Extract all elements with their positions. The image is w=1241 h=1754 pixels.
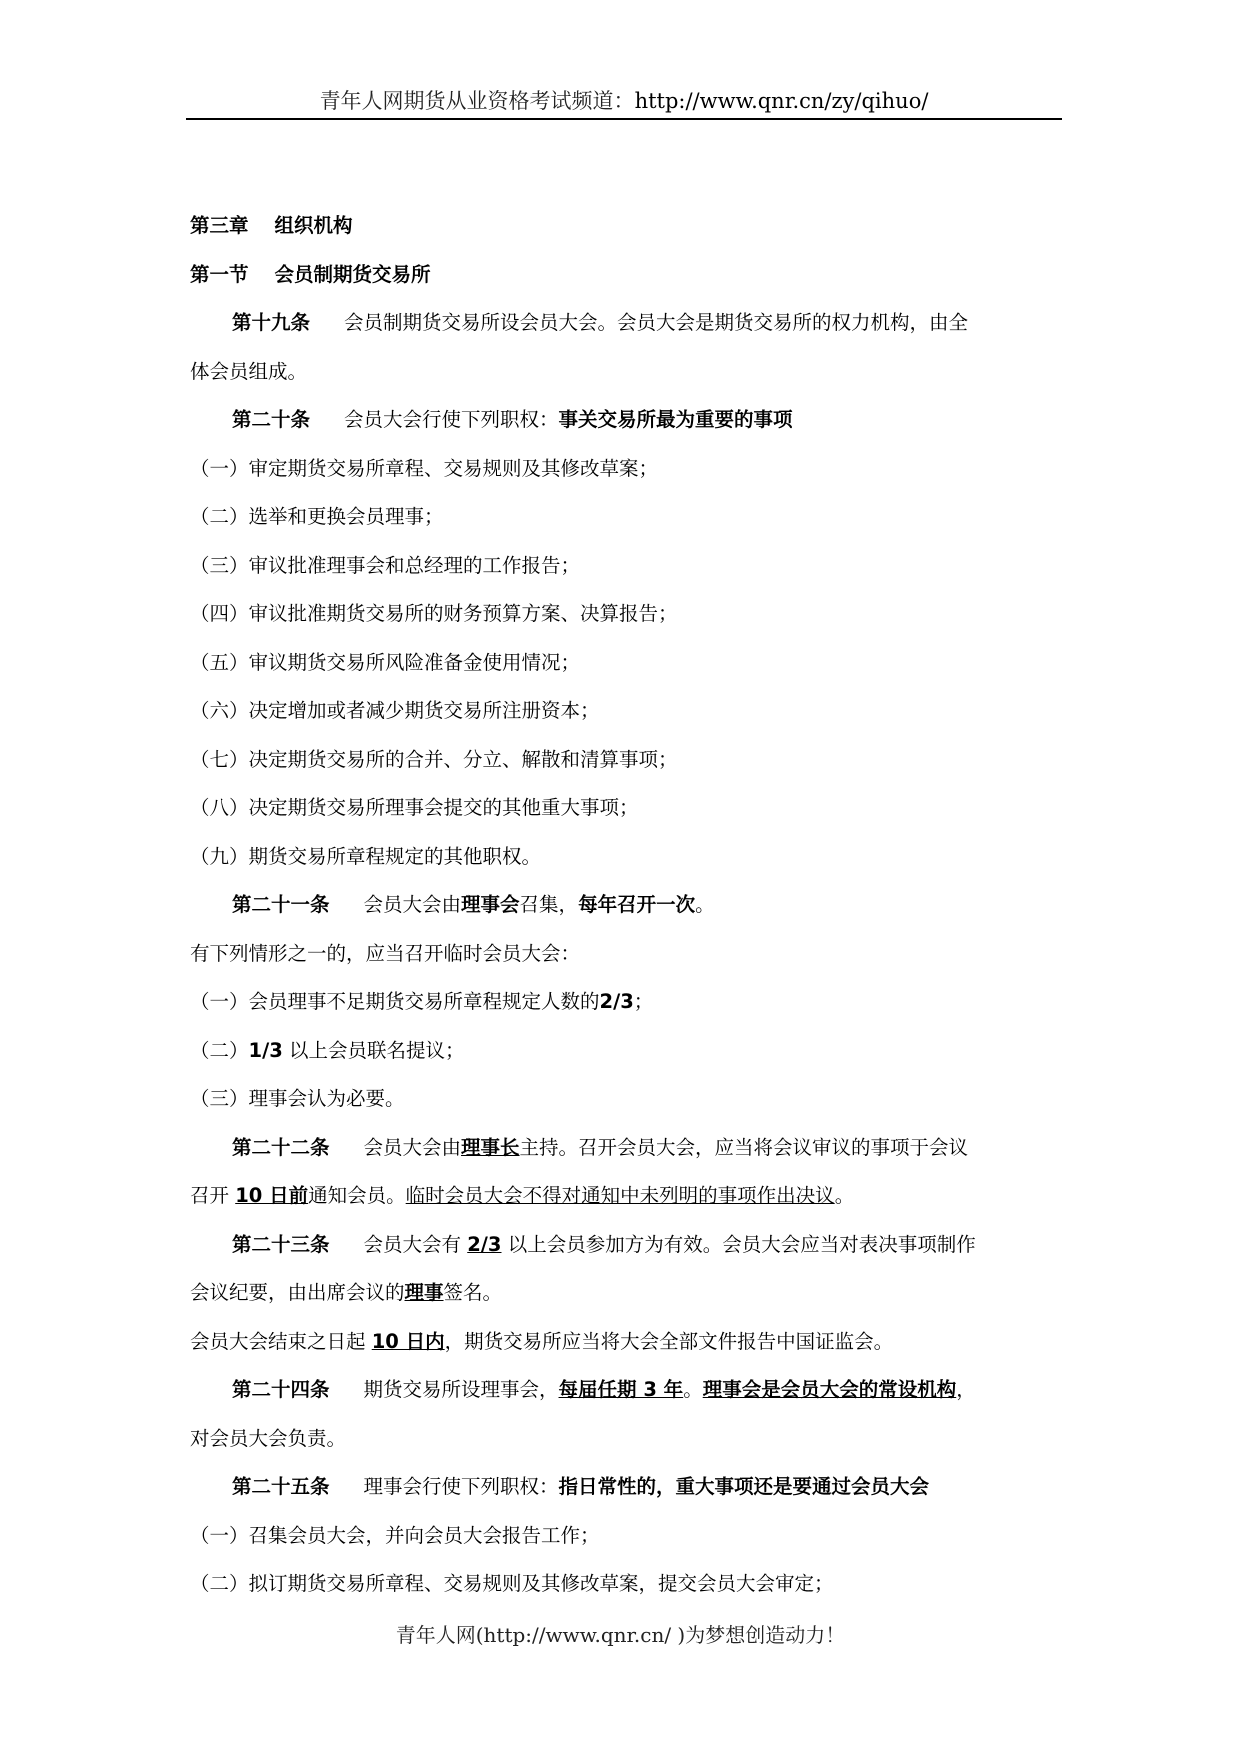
article-20-label: 第二十条 <box>232 408 311 431</box>
list-item-emphasis: 2/3 <box>599 990 634 1013</box>
article-23-emphasis: 10 日内 <box>371 1329 445 1353</box>
article-21-label: 第二十一条 <box>232 893 330 916</box>
section-title: 会员制期货交易所 <box>274 262 431 286</box>
page-header <box>186 84 1062 118</box>
article-22 <box>190 1124 1060 1173</box>
list-item: （三）审议批准理事会和总经理的工作报告； <box>190 553 581 577</box>
article-19-continuation: 体会员组成。 <box>190 359 308 383</box>
article-24-label: 第二十四条 <box>232 1378 330 1401</box>
list-item: （六）决定增加或者减少期货交易所注册资本； <box>190 699 600 722</box>
document-body <box>190 202 1060 1609</box>
header-divider <box>186 118 1062 120</box>
list-item: （二）选举和更换会员理事； <box>190 505 444 528</box>
list-item: （八）决定期货交易所理事会提交的其他重大事项； <box>190 796 639 819</box>
article-20 <box>190 396 1060 445</box>
list-item-text: （二） <box>190 1038 249 1062</box>
article-25 <box>190 1463 1060 1512</box>
article-21-intro: 有下列情形之一的，应当召开临时会员大会： <box>190 941 581 965</box>
article-22-label: 第二十二条 <box>232 1135 330 1159</box>
header-text: 青年人网期货从业资格考试频道： <box>319 89 635 113</box>
article-21-text: 召集， <box>519 893 579 916</box>
list-item: （二）拟订期货交易所章程、交易规则及其修改草案，提交会员大会审定； <box>190 1572 834 1595</box>
list-item <box>190 978 1060 1027</box>
article-21-emphasis: 理事会 <box>461 893 520 916</box>
chapter-heading <box>190 202 1060 251</box>
list-item: （一）审定期货交易所章程、交易规则及其修改草案； <box>190 456 659 480</box>
article-23 <box>190 1221 1060 1270</box>
article-21 <box>190 881 1060 930</box>
article-23-text: 签名。 <box>443 1281 503 1304</box>
list-item <box>190 1027 1060 1076</box>
section-heading <box>190 251 1060 300</box>
article-24 <box>190 1366 1060 1415</box>
article-21-text: 。 <box>695 893 715 916</box>
article-22-text: 。 <box>834 1184 855 1207</box>
list-item: （五）审议期货交易所风险准备金使用情况； <box>190 650 581 674</box>
article-24-text: 期货交易所设理事会， <box>363 1378 559 1401</box>
article-23-continuation <box>190 1318 1060 1367</box>
article-22-emphasis: 理事长 <box>461 1135 520 1159</box>
article-23-text: 以上会员参加方为有效。会员大会应当对表决事项制作 <box>507 1232 976 1256</box>
article-24-emphasis: 每届任期 3 年 <box>558 1378 684 1401</box>
page-footer: 青年人网(http://www.qnr.cn/ )为梦想创造动力！ <box>395 1623 846 1647</box>
list-item-emphasis: 1/3 <box>248 1038 283 1062</box>
article-21-emphasis: 每年召开一次 <box>578 893 696 916</box>
article-23-label: 第二十三条 <box>232 1232 330 1256</box>
list-item: （三）理事会认为必要。 <box>190 1087 405 1110</box>
article-22-text: 通知会员。 <box>308 1184 406 1207</box>
list-item-text: ； <box>633 990 654 1013</box>
list-item: （七）决定期货交易所的合并、分立、解散和清算事项； <box>190 747 678 771</box>
article-24-text: 。 <box>683 1378 703 1401</box>
section-number: 第一节 <box>190 262 249 286</box>
article-21-text: 会员大会由 <box>363 893 462 916</box>
article-19 <box>190 299 1060 348</box>
list-item-text: （一）会员理事不足期货交易所章程规定人数的 <box>190 990 600 1013</box>
list-item: （九）期货交易所章程规定的其他职权。 <box>190 844 542 868</box>
article-23-emphasis: 理事 <box>404 1281 444 1304</box>
article-25-label: 第二十五条 <box>232 1475 330 1498</box>
article-24-text: ， <box>956 1378 976 1401</box>
article-22-underlined: 临时会员大会不得对通知中未列明的事项作出决议 <box>405 1184 835 1207</box>
article-22-text: 会员大会由 <box>363 1135 462 1159</box>
chapter-title: 组织机构 <box>274 214 353 237</box>
article-23-text: ，期货交易所应当将大会全部文件报告中国证监会。 <box>444 1329 894 1353</box>
article-20-note: 事关交易所最为重要的事项 <box>558 408 793 431</box>
article-25-text: 理事会行使下列职权： <box>363 1475 559 1498</box>
article-22-continuation <box>190 1172 1060 1221</box>
list-item: （四）审议批准期货交易所的财务预算方案、决算报告； <box>190 602 678 625</box>
article-22-text: 主持。召开会员大会，应当将会议审议的事项于会议 <box>519 1135 969 1159</box>
article-22-emphasis: 10 日前 <box>235 1184 309 1207</box>
article-22-text: 召开 <box>190 1184 230 1207</box>
article-19-label: 第十九条 <box>232 311 311 334</box>
list-item-text: 以上会员联名提议； <box>288 1038 465 1062</box>
header-link[interactable]: http://www.qnr.cn/zy/qihuo/ <box>634 89 929 113</box>
article-23-text: 会员大会结束之日起 <box>190 1329 366 1353</box>
article-23-text: 会员大会有 <box>363 1232 462 1256</box>
chapter-number: 第三章 <box>190 214 249 237</box>
article-19-text: 会员制期货交易所设会员大会。会员大会是期货交易所的权力机构，由全 <box>344 311 969 334</box>
article-20-text: 会员大会行使下列职权： <box>344 408 559 431</box>
article-23-emphasis: 2/3 <box>467 1232 502 1256</box>
article-23-text: 会议纪要，由出席会议的 <box>190 1281 405 1304</box>
article-24-continuation: 对会员大会负责。 <box>190 1426 347 1450</box>
article-25-note: 指日常性的，重大事项还是要通过会员大会 <box>558 1475 930 1498</box>
article-24-emphasis: 理事会是会员大会的常设机构 <box>702 1378 957 1401</box>
list-item: （一）召集会员大会，并向会员大会报告工作； <box>190 1523 600 1547</box>
article-23-continuation <box>190 1269 1060 1318</box>
